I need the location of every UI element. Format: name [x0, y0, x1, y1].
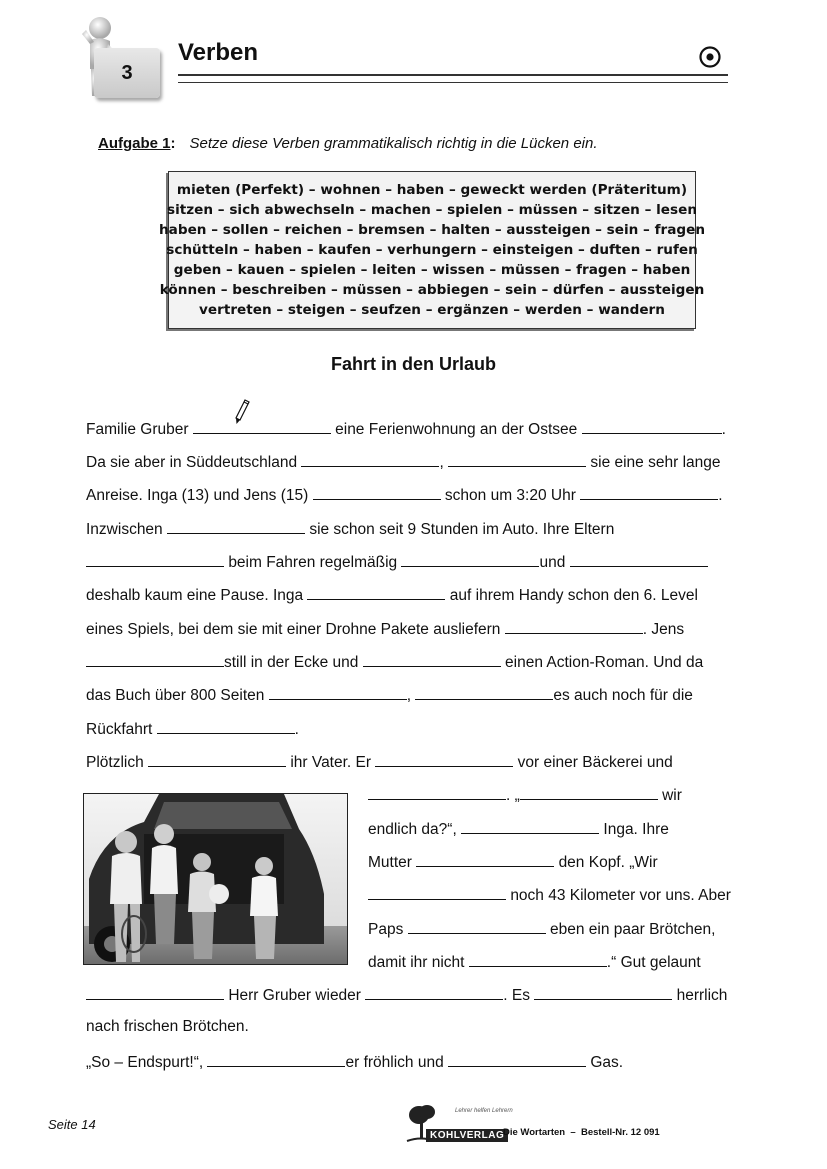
blank-field[interactable]	[534, 985, 672, 1000]
blank-field[interactable]	[363, 652, 501, 667]
blank-field[interactable]	[415, 685, 553, 700]
blank-field[interactable]	[469, 952, 607, 967]
story-line-1: Familie Gruber eine Ferienwohnung an der Ostsee .	[86, 421, 726, 438]
blank-field[interactable]	[86, 552, 224, 567]
word-bank-line: mieten (Perfekt) – wohnen – haben – geweckt werden (Präteritum)	[176, 182, 688, 198]
blank-field[interactable]	[505, 619, 643, 634]
page-number: Seite 14	[48, 1117, 96, 1132]
footer-book-info: Die Wortarten – Bestell-Nr. 12 091	[503, 1127, 660, 1138]
story-line-2: Da sie aber in Süddeutschland , sie eine sehr lange	[86, 454, 721, 471]
blank-field[interactable]	[148, 752, 286, 767]
publisher-name: KOHLVERLAG	[426, 1129, 508, 1142]
blank-field[interactable]	[365, 985, 503, 1000]
story-line-14: Mutter den Kopf. „Wir	[368, 854, 658, 871]
story-line-5: beim Fahren regelmäßig und	[86, 552, 708, 572]
story-line-12: . „ wir	[368, 785, 682, 805]
blank-field[interactable]	[408, 919, 546, 934]
task-instruction: Aufgabe 1: Setze diese Verben grammatikalisch richtig in die Lücken ein.	[98, 135, 598, 152]
blank-field[interactable]	[167, 519, 305, 534]
story-line-16: Paps eben ein paar Brötchen,	[368, 921, 716, 938]
word-bank-line: haben – sollen – reichen – bremsen – halten – aussteigen – sein – fragen	[159, 222, 705, 238]
story-line-19: nach frischen Brötchen.	[86, 1018, 249, 1035]
word-bank-line: können – beschreiben – müssen – abbiegen – sein – dürfen – aussteigen	[159, 282, 705, 298]
blank-field[interactable]	[448, 1052, 586, 1067]
story-line-7: eines Spiels, bei dem sie mit einer Drohne Pakete ausliefern . Jens	[86, 621, 685, 638]
blank-field[interactable]	[313, 485, 441, 500]
publisher-tagline: Lehrer helfen Lehrern	[455, 1108, 513, 1114]
blank-field[interactable]	[307, 585, 445, 600]
word-bank-line: schütteln – haben – kaufen – verhungern – einsteigen – duften – rufen	[166, 242, 698, 258]
blank-field[interactable]	[461, 819, 599, 834]
page-title: Verben	[178, 39, 259, 66]
story-line-15: noch 43 Kilometer vor uns. Aber	[368, 885, 731, 905]
blank-field[interactable]	[368, 885, 506, 900]
story-title: Fahrt in den Urlaub	[330, 354, 496, 374]
title-underline	[178, 74, 728, 83]
blank-field[interactable]	[207, 1052, 345, 1067]
blank-field[interactable]	[582, 419, 722, 434]
family-car-photo	[83, 793, 348, 965]
blank-field[interactable]	[86, 985, 224, 1000]
blank-field[interactable]	[157, 719, 295, 734]
story-line-20: „So – Endspurt!“, er fröhlich und Gas.	[86, 1054, 624, 1071]
blank-field[interactable]	[269, 685, 407, 700]
chapter-number-badge: 3	[94, 48, 160, 98]
task-text: Setze diese Verben grammatikalisch richtig in die Lücken ein.	[189, 135, 598, 152]
story-line-8: still in der Ecke und einen Action-Roman. Und da	[86, 652, 703, 672]
word-bank-box	[159, 171, 705, 329]
blank-field[interactable]	[570, 552, 708, 567]
blank-field[interactable]	[368, 785, 506, 800]
word-bank-line: sitzen – sich abwechseln – machen – spielen – müssen – sitzen – lesen	[167, 202, 697, 218]
story-line-17: damit ihr nicht .“ Gut gelaunt	[368, 954, 701, 971]
story-line-6: deshalb kaum eine Pause. Inga auf ihrem Handy schon den 6. Level	[86, 587, 698, 604]
story-line-18: Herr Gruber wieder . Es herrlich	[86, 985, 727, 1005]
family-photo-image	[84, 794, 348, 965]
blank-field[interactable]	[580, 485, 718, 500]
blank-field[interactable]	[520, 785, 658, 800]
blank-field[interactable]	[416, 852, 554, 867]
story-line-4: Inzwischen sie schon seit 9 Stunden im Auto. Ihre Eltern	[86, 521, 615, 538]
story-line-13: endlich da?“, Inga. Ihre	[368, 821, 669, 838]
blank-field[interactable]	[86, 652, 224, 667]
target-icon	[698, 45, 722, 69]
blank-field[interactable]	[301, 452, 439, 467]
blank-field[interactable]	[375, 752, 513, 767]
story-line-3: Anreise. Inga (13) und Jens (15) schon um 3:20 Uhr .	[86, 487, 723, 504]
task-label: Aufgabe 1	[98, 135, 171, 152]
blank-field[interactable]	[193, 419, 331, 434]
blank-field[interactable]	[448, 452, 586, 467]
story-line-10: Rückfahrt .	[86, 721, 299, 738]
word-bank-line: vertreten – steigen – seufzen – ergänzen – werden – wandern	[199, 302, 665, 318]
blank-field[interactable]	[401, 552, 539, 567]
word-bank-line: geben – kauen – spielen – leiten – wissen – müssen – fragen – haben	[173, 262, 691, 278]
story-line-9: das Buch über 800 Seiten , es auch noch für die	[86, 687, 693, 704]
page-header	[78, 14, 738, 104]
story-line-11: Plötzlich ihr Vater. Er vor einer Bäckerei und	[86, 754, 673, 771]
